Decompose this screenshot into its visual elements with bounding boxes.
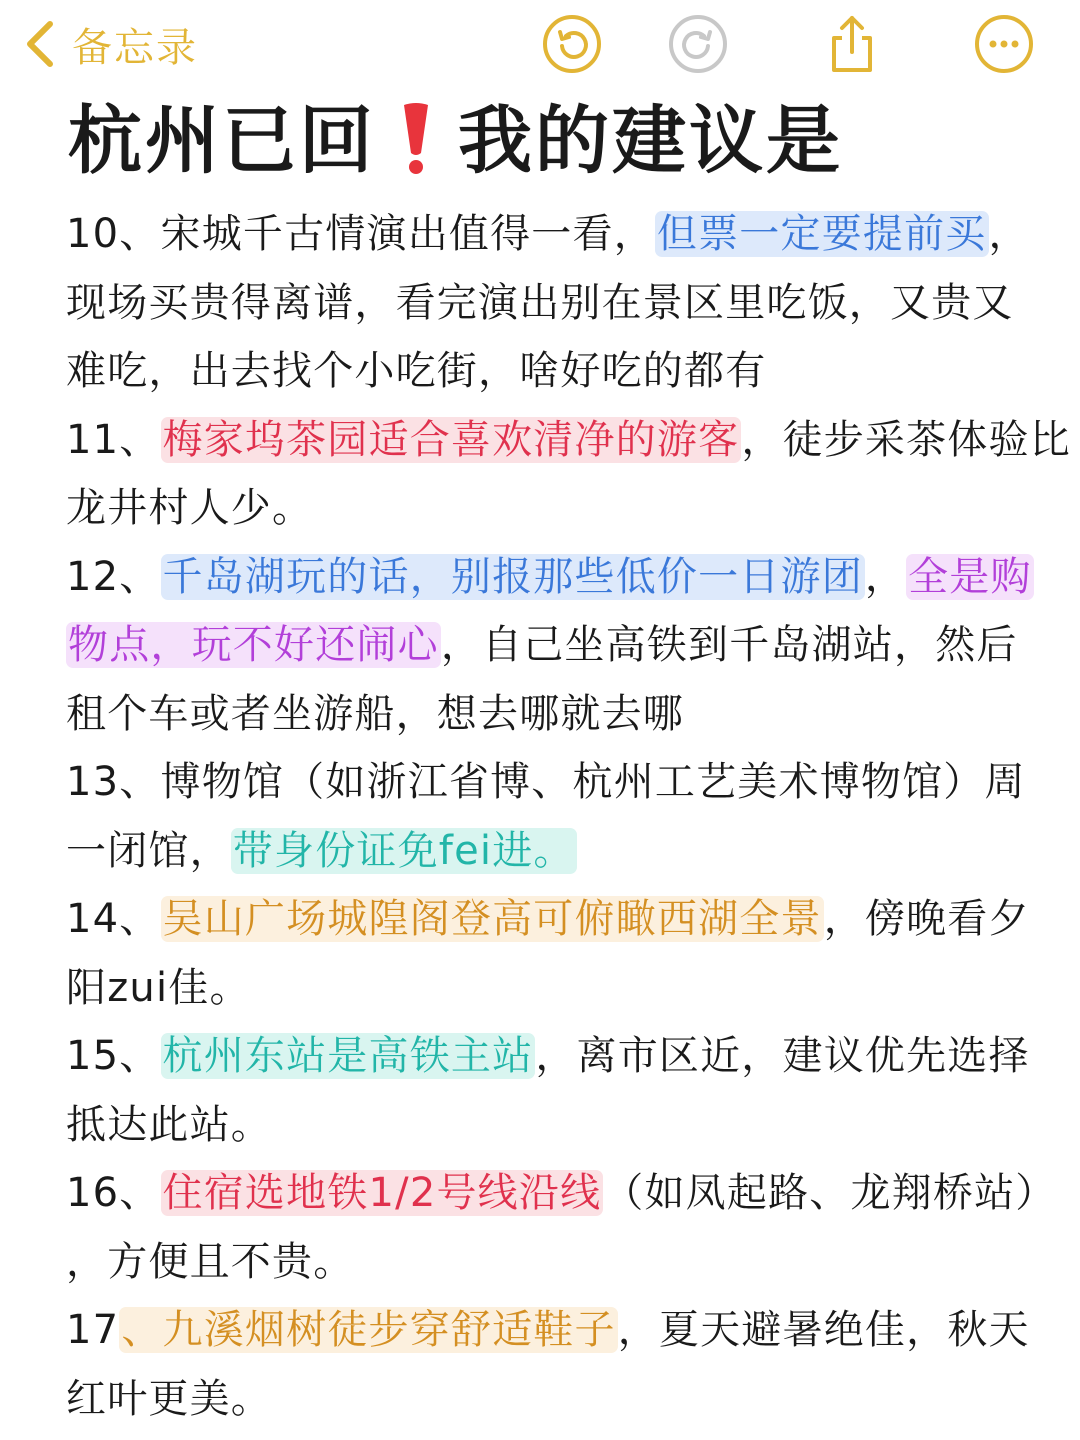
list-item: 11、梅家坞茶园适合喜欢清净的游客，徒步采茶体验比 龙井村人少。	[66, 416, 1071, 531]
share-button[interactable]	[820, 12, 884, 76]
back-label: 备忘录	[72, 24, 198, 71]
note-title: 杭州已回 我的建议是	[68, 98, 843, 184]
list-item: 14、吴山广场城隍阁登高可俯瞰西湖全景，傍晚看夕 阳zui佳。	[66, 896, 1030, 1011]
list-item: 13、博物馆（如浙江省博、杭州工艺美术博物馆）周 一闭馆，带身份证免fei进。	[66, 759, 1026, 874]
list-item: 15、杭州东站是高铁主站，离市区近，建议优先选择 抵达此站。	[66, 1033, 1030, 1148]
note-body[interactable]	[66, 200, 1071, 1433]
toolbar	[0, 0, 1080, 90]
back-button[interactable]	[22, 14, 198, 74]
list-item: 17、九溪烟树徒步穿舒适鞋子，夏天避暑绝佳，秋天 红叶更美。	[66, 1307, 1030, 1422]
list-item: 12、千岛湖玩的话，别报那些低价一日游团，全是购 物点，玩不好还闹心，自己坐高铁到千岛湖站，然后 租个车或者坐游船，想去哪就去哪	[66, 553, 1032, 737]
redo-button[interactable]	[666, 12, 730, 76]
undo-button[interactable]	[540, 12, 604, 76]
list-item: 16、住宿选地铁1/2号线沿线（如凤起路、龙翔桥站） ，方便且不贵。	[66, 1170, 1057, 1285]
more-icon	[972, 12, 1036, 76]
list-item: 10、宋城千古情演出值得一看，但票一定要提前买， 现场买贵得离谱，看完演出别在景区里吃饭，又贵又 难吃，出去找个小吃街，啥好吃的都有	[66, 211, 1030, 394]
exclamation-icon	[396, 99, 436, 179]
more-button[interactable]	[972, 12, 1036, 76]
share-icon	[820, 12, 884, 76]
redo-icon	[666, 12, 730, 76]
chevron-left-icon	[22, 18, 58, 70]
undo-icon	[540, 12, 604, 76]
